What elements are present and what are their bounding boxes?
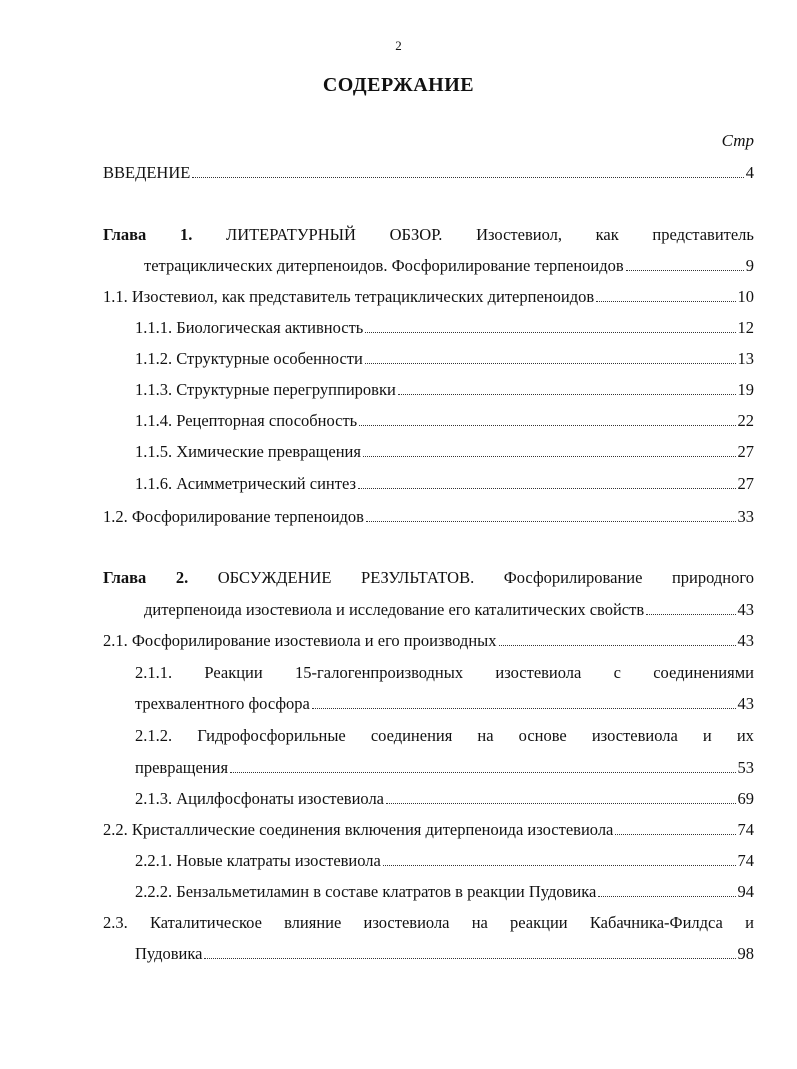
toc-entry-page: 69 — [737, 789, 754, 808]
toc-entry-page: 43 — [737, 694, 754, 713]
toc-word: на — [471, 913, 488, 932]
toc-entry-chapter-1[interactable] — [103, 225, 754, 245]
toc-entry-label: 1.1.2. Структурные особенности — [135, 349, 363, 368]
toc-entry-2-3-cont[interactable] — [135, 944, 754, 964]
toc-entry-2-2-1[interactable] — [135, 851, 754, 871]
toc-entry-label: превращения — [135, 758, 229, 777]
toc-word: изостевиола — [363, 913, 450, 932]
dot-leader — [230, 772, 735, 773]
toc-word: реакции — [510, 913, 568, 932]
toc-entry-label: тетрациклических дитерпеноидов. Фосфорилирование терпеноидов — [144, 256, 624, 275]
chapter-word: Глава — [103, 225, 147, 244]
page-column-label: Стр — [721, 131, 754, 150]
chapter-title-word: Фосфорилирование — [503, 568, 643, 587]
toc-entry-2-2-2[interactable] — [135, 882, 754, 902]
toc-entry-label: 1.1. Изостевиол, как представитель тетрациклических дитерпеноидов — [103, 287, 595, 306]
toc-entry-label: 1.1.5. Химические превращения — [135, 442, 361, 461]
toc-entry-1-2[interactable] — [103, 507, 754, 527]
toc-entry-2-3[interactable] — [103, 913, 754, 933]
toc-entry-label: 2.1. Фосфорилирование изостевиола и его производных — [103, 631, 497, 650]
toc-entry-1-1-5[interactable] — [135, 442, 754, 462]
chapter-title-word: ОБСУЖДЕНИЕ — [217, 568, 332, 587]
dot-leader — [312, 708, 736, 709]
toc-entry-page: 33 — [737, 507, 754, 526]
toc-entry-page: 27 — [737, 442, 754, 461]
toc-entry-page: 12 — [737, 318, 754, 337]
chapter-title-word: природного — [671, 568, 754, 587]
chapter-title-word: ОБЗОР. — [389, 225, 443, 244]
toc-entry-label: 2.2. Кристаллические соединения включения дитерпеноида изостевиола — [103, 820, 614, 839]
chapter-word: Глава — [103, 568, 147, 587]
dot-leader — [359, 425, 735, 426]
toc-entry-chapter-1-cont[interactable] — [144, 256, 754, 276]
toc-word: соединениями — [653, 663, 754, 682]
toc-word: 2.1.2. — [135, 726, 173, 745]
toc-entry-page: 27 — [737, 474, 754, 493]
toc-entry-page: 98 — [737, 944, 754, 963]
dot-leader — [596, 301, 735, 302]
dot-leader — [615, 834, 735, 835]
dot-leader — [626, 270, 744, 271]
chapter-title-word: ЛИТЕРАТУРНЫЙ — [226, 225, 356, 244]
toc-word: их — [736, 726, 754, 745]
toc-entry-label: 1.1.4. Рецепторная способность — [135, 411, 358, 430]
toc-word: и — [745, 913, 754, 932]
toc-entry-label: дитерпеноида изостевиола и исследование его каталитических свойств — [144, 600, 645, 619]
toc-entry-label: 1.1.3. Структурные перегруппировки — [135, 380, 396, 399]
dot-leader — [358, 488, 735, 489]
page-title: СОДЕРЖАНИЕ — [322, 74, 475, 96]
toc-entry-page: 19 — [737, 380, 754, 399]
page-number: 2 — [395, 38, 402, 53]
toc-entry-2-1-2[interactable] — [135, 726, 754, 746]
dot-leader — [365, 363, 736, 364]
dot-leader — [398, 394, 736, 395]
dot-leader — [363, 456, 736, 457]
toc-entry-label: 2.2.2. Бензальметиламин в составе клатратов в реакции Пудовика — [135, 882, 597, 901]
toc-entry-page: 13 — [737, 349, 754, 368]
toc-entry-1-1-2[interactable] — [135, 349, 754, 369]
toc-entry-1-1-4[interactable] — [135, 411, 754, 431]
toc-entry-2-1-3[interactable] — [135, 789, 754, 809]
toc-word: с — [613, 663, 621, 682]
toc-entry-2-1[interactable] — [103, 631, 754, 651]
toc-entry-chapter-2-cont[interactable] — [144, 600, 754, 620]
toc-word: изостевиола — [495, 663, 582, 682]
toc-word: соединения — [370, 726, 453, 745]
toc-word: и — [702, 726, 712, 745]
toc-entry-page: 22 — [737, 411, 754, 430]
dot-leader — [499, 645, 736, 646]
toc-entry-2-1-1[interactable] — [135, 663, 754, 683]
toc-entry-page: 43 — [737, 631, 754, 650]
toc-entry-label: 1.1.1. Биологическая активность — [135, 318, 364, 337]
dot-leader — [365, 332, 735, 333]
toc-entry-page: 94 — [737, 882, 754, 901]
chapter-title-word: Изостевиол, — [476, 225, 562, 244]
toc-entry-page: 74 — [737, 851, 754, 870]
toc-entry-label: ВВЕДЕНИЕ — [103, 163, 191, 182]
toc-entry-page: 4 — [745, 163, 754, 182]
dot-leader — [192, 177, 743, 178]
toc-entry-2-1-2-cont[interactable] — [135, 758, 754, 778]
toc-entry-1-1[interactable] — [103, 287, 754, 307]
toc-word: 2.1.1. — [135, 663, 173, 682]
toc-entry-label: 1.2. Фосфорилирование терпеноидов — [103, 507, 364, 526]
toc-word: основе — [518, 726, 567, 745]
toc-word: 2.3. — [103, 913, 128, 932]
toc-entry-1-1-6[interactable] — [135, 474, 754, 494]
toc-entry-page: 74 — [737, 820, 754, 839]
dot-leader — [598, 896, 735, 897]
toc-word: Каталитическое — [149, 913, 262, 932]
toc-entry-introduction[interactable] — [103, 163, 754, 183]
toc-word: на — [477, 726, 494, 745]
toc-entry-page: 43 — [737, 600, 754, 619]
toc-word: влияние — [284, 913, 342, 932]
dot-leader — [383, 865, 736, 866]
toc-word: Кабачника-Филдса — [589, 913, 723, 932]
toc-entry-2-2[interactable] — [103, 820, 754, 840]
dot-leader — [386, 803, 735, 804]
toc-entry-page: 9 — [745, 256, 754, 275]
toc-word: 15-галогенпроизводных — [294, 663, 464, 682]
toc-entry-1-1-3[interactable] — [135, 380, 754, 400]
chapter-number: 2. — [175, 568, 189, 587]
dot-leader — [646, 614, 735, 615]
chapter-title-word: представитель — [652, 225, 754, 244]
chapter-title-word: как — [595, 225, 619, 244]
toc-entry-page: 53 — [737, 758, 754, 777]
toc-entry-1-1-1[interactable] — [135, 318, 754, 338]
toc-entry-page: 10 — [737, 287, 754, 306]
chapter-title-word: РЕЗУЛЬТАТОВ. — [361, 568, 475, 587]
toc-entry-label: Пудовика — [135, 944, 203, 963]
toc-word: Гидрофосфорильные — [197, 726, 346, 745]
toc-word: Реакции — [204, 663, 263, 682]
chapter-number: 1. — [179, 225, 193, 244]
toc-word: изостевиола — [591, 726, 678, 745]
toc-entry-chapter-2[interactable] — [103, 568, 754, 588]
toc-entry-2-1-1-cont[interactable] — [135, 694, 754, 714]
dot-leader — [204, 958, 735, 959]
toc-entry-label: 2.2.1. Новые клатраты изостевиола — [135, 851, 381, 870]
toc-entry-label: 1.1.6. Асимметрический синтез — [135, 474, 357, 493]
toc-entry-label: трехвалентного фосфора — [135, 694, 310, 713]
dot-leader — [366, 521, 736, 522]
toc-entry-label: 2.1.3. Ацилфосфонаты изостевиола — [135, 789, 385, 808]
